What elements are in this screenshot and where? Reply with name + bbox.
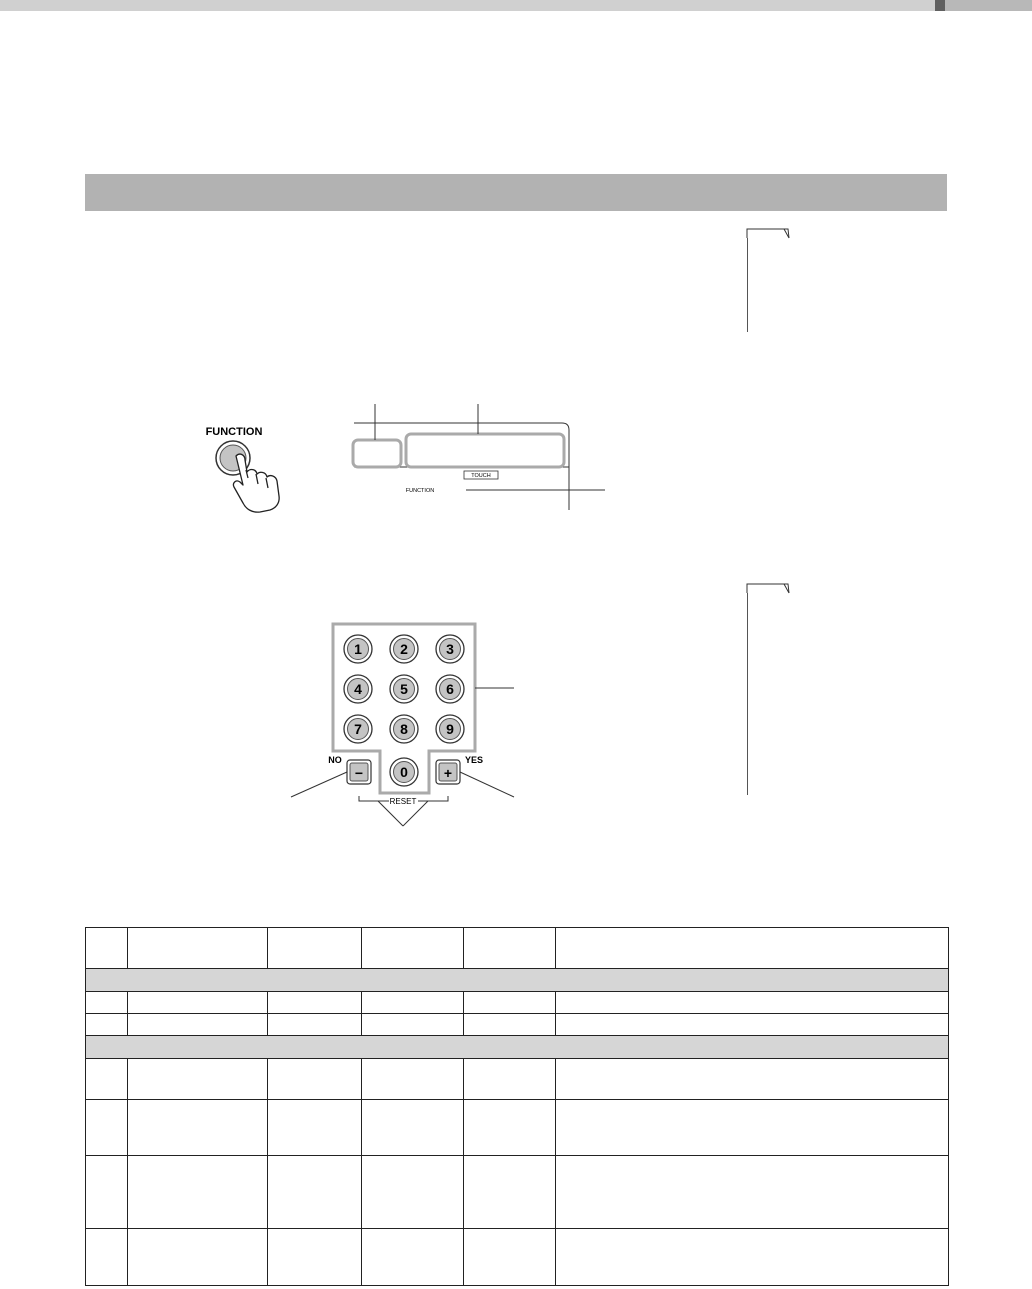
number-key-label: 1 [354, 641, 362, 657]
number-key-label: 3 [446, 641, 454, 657]
table-row [86, 1156, 949, 1229]
table-header-cell [556, 928, 949, 969]
table-row [86, 1014, 949, 1036]
minus-icon: − [354, 765, 364, 781]
number-key-0[interactable] [390, 758, 418, 786]
number-key-4[interactable] [344, 675, 372, 703]
number-key-label: 5 [400, 681, 408, 697]
table-row [86, 1059, 949, 1100]
number-key-1[interactable] [344, 635, 372, 663]
table-group-cell [86, 1036, 949, 1059]
table-header-cell [268, 928, 362, 969]
number-key-9[interactable] [436, 715, 464, 743]
number-key-3[interactable] [436, 635, 464, 663]
number-key-7[interactable] [344, 715, 372, 743]
plus-icon: + [443, 765, 453, 781]
number-key-label: 9 [446, 721, 454, 737]
table-group-row [86, 1036, 949, 1059]
number-key-label: 0 [400, 764, 408, 780]
number-key-label: 6 [446, 681, 454, 697]
yes-label: YES [464, 755, 484, 765]
table-row [86, 992, 949, 1014]
table-group-row [86, 969, 949, 992]
table-header-cell [128, 928, 268, 969]
number-key-label: 8 [400, 721, 408, 737]
table-header-row [86, 928, 949, 969]
function-indicator-label: FUNCTION [405, 488, 435, 494]
number-key-label: 4 [354, 681, 362, 697]
number-key-5[interactable] [390, 675, 418, 703]
number-key-label: 7 [354, 721, 362, 737]
number-key-2[interactable] [390, 635, 418, 663]
reset-bracket-left [359, 796, 389, 801]
function-button-label: FUNCTION [205, 426, 263, 438]
reset-label: RESET [389, 797, 417, 806]
number-key-8[interactable] [390, 715, 418, 743]
table-header-cell [464, 928, 556, 969]
number-key-label: 2 [400, 641, 408, 657]
reset-bracket-right [418, 796, 448, 801]
parameter-table [85, 927, 949, 1286]
table-row [86, 1229, 949, 1286]
touch-indicator-label: TOUCH [471, 473, 491, 479]
table-group-cell [86, 969, 949, 992]
number-key-6[interactable] [436, 675, 464, 703]
table-row [86, 1100, 949, 1156]
table-header-cell [86, 928, 128, 969]
table-header-cell [362, 928, 464, 969]
plus-button[interactable] [436, 760, 460, 784]
no-label: NO [328, 755, 342, 765]
minus-button[interactable] [347, 760, 371, 784]
